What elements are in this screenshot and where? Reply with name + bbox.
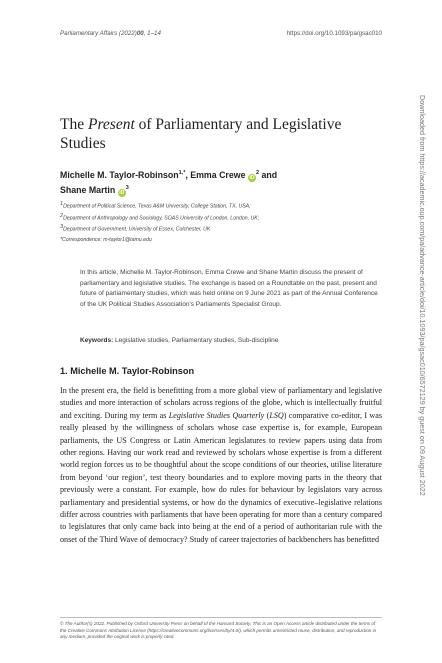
title-post: of Parliamentary and Legislative Studies <box>60 116 342 152</box>
body-text: In the present era, the field is benefitting from a more global view of parliamentary and legislative studies and more interaction of scholars across regions of the globe, which is intellectually fruitful and exciting. During my term as <box>60 386 382 420</box>
author-name[interactable]: Emma Crewe <box>190 169 246 180</box>
affiliation-item <box>60 223 380 235</box>
article-title <box>60 115 390 153</box>
author-sup: 3 <box>125 184 129 191</box>
affiliation-text: Department of Political Science, Texas A&M University, College Station, TX, USA; <box>63 203 251 210</box>
journal-citation <box>60 30 161 37</box>
author-name[interactable]: Michelle M. Taylor-Robinson <box>60 169 179 180</box>
body-paragraph <box>60 385 382 546</box>
orcid-icon[interactable]: iD <box>119 189 125 196</box>
section-heading: 1. Michelle M. Taylor-Robinson <box>60 366 195 376</box>
journal-pages: , 1–14 <box>143 30 161 37</box>
author-sup: 2 <box>255 170 260 176</box>
affiliations <box>60 200 380 235</box>
keywords-text: Legislative studies, Parliamentary studies, Sub-discipline <box>113 337 279 344</box>
download-notice: Downloaded from https://academic.oup.com/pa/advance-article/doi/10.1093/pa/gsac010/6572129 by guest on 09 August 2022 <box>418 95 427 496</box>
author-and: and <box>261 169 278 180</box>
body-text: ( <box>264 410 270 420</box>
body-italic: LSQ <box>269 410 284 420</box>
license-footer: © The Author(s) 2022. Published by Oxford University Press on behalf of the Hansard Society. This is an Open Access article distributed under the terms of the Creative Commons Attribution License (https://creativecommons.org/licenses/by/4.0/), which permits unrestricted reuse, distribution, and reproduction in any medium, provided the original work is properly cited. <box>60 617 382 641</box>
author-list: Michelle M. Taylor-Robinson$^{1,*}$, Emma Crewe $iD^2$ and Shane Martin $iD^3$ <box>60 169 278 196</box>
affiliation-item <box>60 200 380 212</box>
body-text: ) comparative co-editor, I was really pleased by the willingness of scholars whose case expertise is, for example, European parliaments, the US Congress or Latin American legislatures to review papers using data from other regions. Having our work read and reviewed by scholars whose expertise is from a different world region forces us to be thoughtful about the scope conditions of our theories, utilise literature from beyond ‘our region’, test theory boundaries and to explore moving parts in the theory that previously were a constant. For example, how do rules for behaviour by legislators vary across parliamentary and presidential systems, or how do the dynamics of executive–legislative relations differ across countries with parliaments that have been operating for more than a century compared to legislatures that only came back into being at the end of a period of authoritarian rule with the onset of the Third Wave of democracy? Study of career trajectories of backbenchers has benefitted <box>60 410 383 544</box>
affiliation-num: 3 <box>60 224 64 231</box>
keywords <box>80 337 382 344</box>
affiliation-num: 1 <box>60 201 64 207</box>
affiliation-text: Department of Government, University of Essex, Colchester, UK <box>63 227 211 234</box>
download-sidebar <box>415 95 427 565</box>
title-italic: Present <box>87 116 135 133</box>
keywords-label: Keywords: <box>80 337 114 344</box>
affiliation-text: Department of Anthropology and Sociology, SOAS University of London, London, UK; <box>63 215 260 222</box>
author-name[interactable]: Shane Martin <box>60 184 116 195</box>
author-sup: 1,* <box>178 170 186 176</box>
affiliation-item <box>60 212 380 224</box>
correspondence: *Correspondence: m-taylor1@tamu.edu <box>60 237 152 243</box>
orcid-icon[interactable]: iD <box>249 174 255 181</box>
body-italic: Legislative Studies Quarterly <box>168 410 265 420</box>
affiliation-num: 2 <box>60 212 64 219</box>
abstract: In this article, Michelle M. Taylor-Robinson, Emma Crewe and Shane Martin discuss the present of parliamentary and legislative studies. The exchange is based on a Roundtable on the past, present and future of parliamentary studies, which was held online on 9 June 2021 as part of the Annual Conference of the UK Political Studies Association's Parliaments Specialist Group. <box>80 269 378 308</box>
journal-volume: 00 <box>136 30 144 37</box>
doi-link[interactable]: https://doi.org/10.1093/pa/gsac010 <box>286 30 382 37</box>
journal-name: Parliamentary Affairs (2022) <box>60 30 137 37</box>
title-pre: The <box>60 116 88 133</box>
